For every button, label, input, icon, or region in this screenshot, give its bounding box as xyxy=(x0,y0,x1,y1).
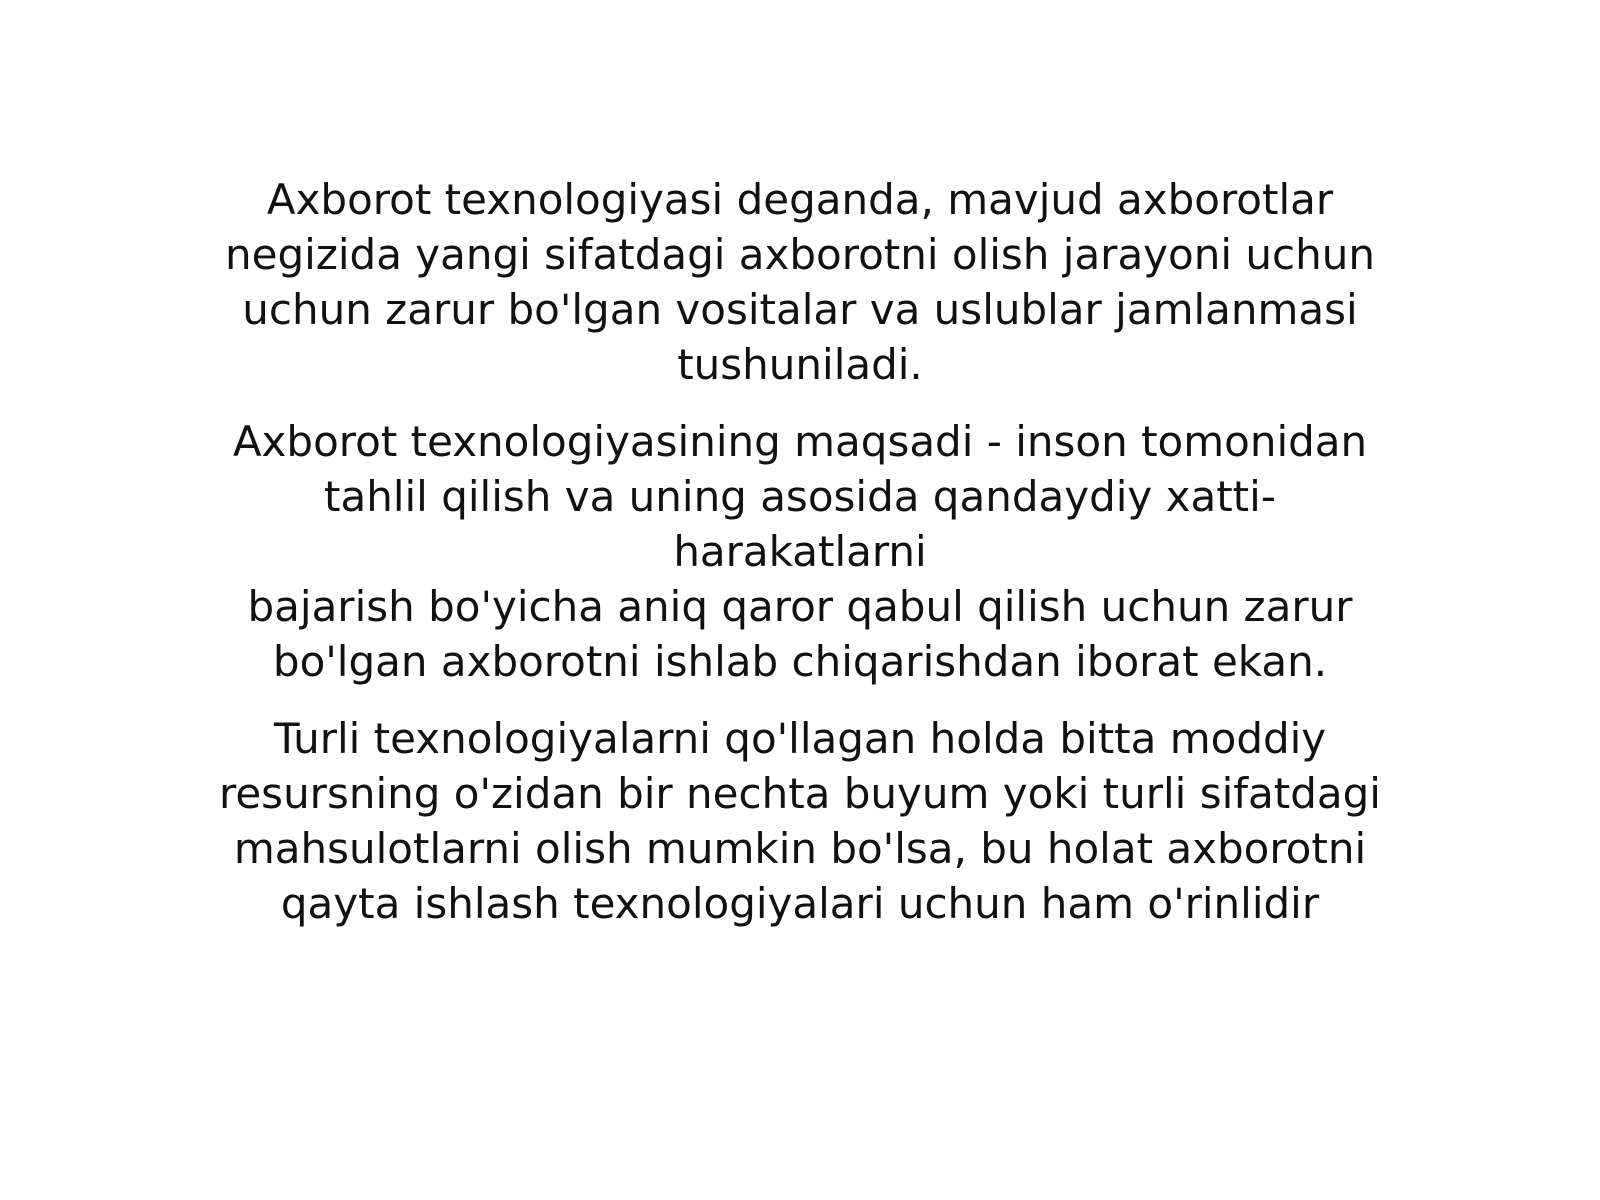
paragraph-definition: Axborot texnologiyasi deganda, mavjud axborotlar negizida yangi sifatdagi axborotni olish jarayoni uchun uchun zarur bo'lgan vositalar va uslublar jamlanmasi tushuniladi. xyxy=(225,175,1375,389)
paragraph-resources: Turli texnologiyalarni qo'llagan holda bitta moddiy resursning o'zidan bir nechta buyum yoki turli sifatdagi mahsulotlarni olish mumkin bo'lsa, bu holat axborotni qayta ishlash texnologiyalari uchun ham o'rinlidir xyxy=(219,714,1381,928)
slide-body xyxy=(200,172,1400,953)
paragraph-purpose: Axborot texnologiyasining maqsadi - inson tomonidan tahlil qilish va uning asosida qandaydiy xatti-harakatlarni bajarish bo'yicha aniq qaror qabul qilish uchun zarur bo'lgan axborotni ishlab chiqarishdan iborat ekan. xyxy=(232,417,1368,686)
